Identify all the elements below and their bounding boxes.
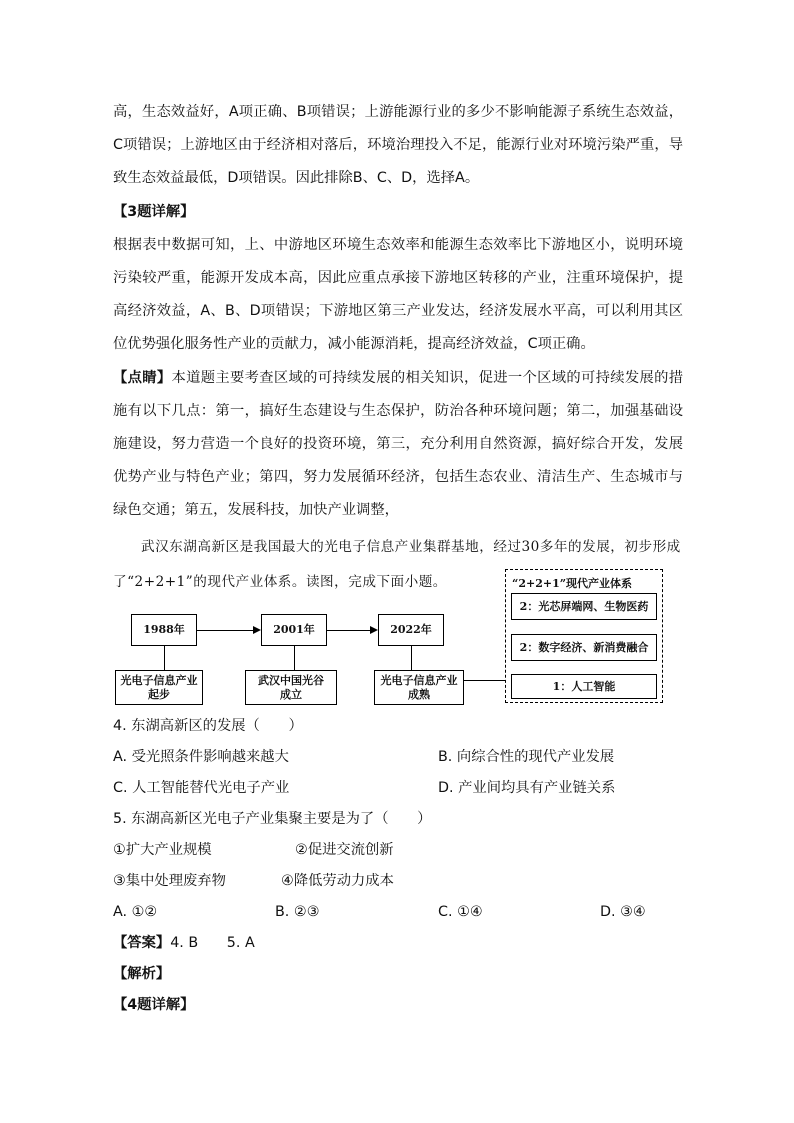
q5-stem: 5. 东湖高新区光电子产业集聚主要是为了（ ） bbox=[113, 811, 432, 827]
answer-text: 4. B 5. A bbox=[170, 935, 255, 951]
q4-options-row1 bbox=[113, 742, 693, 773]
arrow-line-1 bbox=[197, 630, 253, 631]
heading-q3-detail: 【3题详解】 bbox=[113, 203, 195, 220]
q5-option-b[interactable]: B. ②③ bbox=[275, 904, 320, 920]
event-1988-line1: 光电子信息产业 bbox=[120, 673, 198, 687]
connector-2022 bbox=[411, 646, 412, 670]
event-box-2022 bbox=[374, 670, 464, 705]
event-box-2001 bbox=[245, 670, 337, 705]
q5-item-2: ②促进交流创新 bbox=[295, 842, 394, 858]
event-2001-line2: 成立 bbox=[280, 687, 302, 701]
system-item-1: 2：光芯屏端网、生物医药 bbox=[511, 593, 657, 620]
q5-item-1: ①扩大产业规模 bbox=[113, 842, 212, 858]
system-title: “2+2+1”现代产业体系 bbox=[512, 577, 633, 590]
connector-to-system bbox=[464, 680, 505, 681]
event-1988-line2: 起步 bbox=[148, 687, 170, 701]
q5-option-d[interactable]: D. ③④ bbox=[600, 904, 646, 920]
event-2022-line2: 成熟 bbox=[408, 687, 430, 701]
event-2022-line1: 光电子信息产业 bbox=[380, 673, 458, 687]
connector-1988 bbox=[164, 646, 165, 670]
question-intro: 武汉东湖高新区是我国最大的光电子信息产业集群基地，经过30多年的发展，初步形成了“2+2+1”的现代产业体系。读图，完成下面小题。 bbox=[113, 538, 681, 590]
year-box-2001: 2001年 bbox=[261, 614, 327, 646]
heading-q4-detail: 【4题详解】 bbox=[113, 997, 195, 1013]
arrow-head-2 bbox=[370, 626, 378, 634]
q4-options-row2 bbox=[113, 773, 693, 804]
q5-item-4: ④降低劳动力成本 bbox=[281, 873, 394, 889]
paragraph-p1: 高，生态效益好，A项正确、B项错误；上游能源行业的多少不影响能源子系统生态效益，C项错误；上游地区由于经济相对落后，环境治理投入不足，能源行业对环境污染严重，导致生态效益最低，D项错误。因此排除B、C、D，选择A。 bbox=[113, 104, 683, 187]
q4-option-d[interactable]: D. 产业间均具有产业链关系 bbox=[438, 780, 616, 796]
q5-option-c[interactable]: C. ①④ bbox=[438, 904, 483, 920]
q5-options-row bbox=[113, 897, 693, 928]
connector-2001 bbox=[294, 646, 295, 670]
q4-stem: 4. 东湖高新区的发展（ ） bbox=[113, 718, 303, 734]
paragraph-p2: 根据表中数据可知，上、中游地区环境生态效率和能源生态效率比下游地区小，说明环境污染较严重，能源开发成本高，因此应重点承接下游地区转移的产业，注重环境保护，提高经济效益，A、B、D项错误；下游地区第三产业发达，经济发展水平高，可以利用其区位优势强化服务性产业的贡献力，减小能源消耗，提高经济效益，C项正确。 bbox=[113, 236, 683, 353]
event-2001-line1: 武汉中国光谷 bbox=[258, 673, 324, 687]
answer-line bbox=[113, 928, 693, 959]
q4-option-a[interactable]: A. 受光照条件影响越来越大 bbox=[113, 749, 289, 765]
q5-items-row2 bbox=[113, 866, 693, 897]
q5-option-a[interactable]: A. ①② bbox=[113, 904, 158, 920]
year-box-1988: 1988年 bbox=[131, 614, 197, 646]
event-box-1988 bbox=[115, 670, 203, 705]
q5-item-3: ③集中处理废弃物 bbox=[113, 873, 226, 889]
system-item-2: 2：数字经济、新消费融合 bbox=[511, 634, 657, 661]
q4-option-b[interactable]: B. 向综合性的现代产业发展 bbox=[438, 749, 615, 765]
system-item-3: 1：人工智能 bbox=[511, 674, 657, 699]
paragraph-dianjing bbox=[113, 362, 683, 528]
answer-label: 【答案】 bbox=[113, 935, 171, 951]
q5-items-row1 bbox=[113, 835, 693, 866]
industry-timeline-diagram bbox=[115, 569, 665, 705]
dianjing-label: 【点睛】 bbox=[113, 369, 172, 386]
arrow-line-2 bbox=[327, 630, 370, 631]
q4-option-c[interactable]: C. 人工智能替代光电子产业 bbox=[113, 780, 290, 796]
year-box-2022: 2022年 bbox=[378, 614, 444, 646]
document-page bbox=[113, 96, 683, 600]
dianjing-text: 本道题主要考查区域的可持续发展的相关知识，促进一个区域的可持续发展的措施有以下几点：第一，搞好生态建设与生态保护，防治各种环境问题；第二，加强基础设施建设，努力营造一个良好的投资环境，第三，充分利用自然资源，搞好综合开发，发展优势产业与特色产业；第四，努力发展循环经济，包括生态农业、清洁生产、生态城市与绿色交通；第五，发展科技，加快产业调整， bbox=[113, 369, 684, 519]
questions-section bbox=[113, 711, 693, 1021]
arrow-head-1 bbox=[253, 626, 261, 634]
analysis-label: 【解析】 bbox=[113, 966, 171, 982]
